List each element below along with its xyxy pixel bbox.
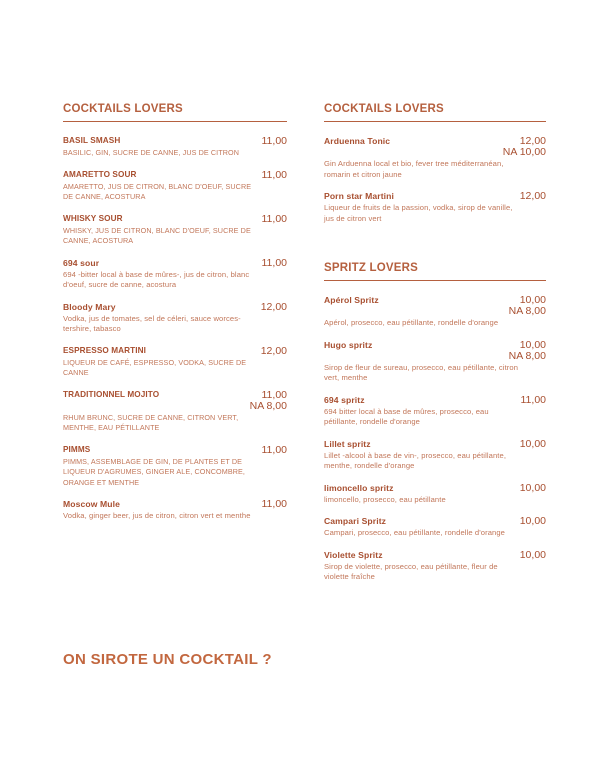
left-menu-column [63,100,287,533]
menu-item [63,258,287,291]
menu-item-price: NA 8,00 [508,305,546,317]
menu-item [324,516,546,539]
menu-item-header [63,302,287,313]
menu-item-name: 694 spritz [324,394,365,405]
section-title-cocktails-right: COCKTAILS LOVERS [324,103,444,115]
menu-item-description: limoncello, prosecco, eau pétillante [324,494,446,504]
menu-item-prices [262,136,288,147]
menu-item-description: Sirop de violette, prosecco, eau pétillante, fleur de violette fraîche [324,561,498,581]
menu-item-prices [521,395,547,406]
menu-item [63,136,287,159]
menu-item-price: 11,00 [261,212,287,225]
menu-item-name: PIMMS [63,444,91,454]
menu-item-header [63,136,287,147]
menu-item-header [324,136,546,158]
menu-item-description: Lillet -alcool à base de vin-, prosecco, eau pétillante, menthe, rondelle d'orange [324,450,507,470]
menu-item-description: RHUM BRUNC, SUCRE DE CANNE, CITRON VERT, MENTHE, EAU PÉTILLANTE [63,412,239,432]
menu-item-prices [509,295,546,317]
menu-item-header [63,499,287,510]
menu-item-price: 11,00 [261,135,287,147]
menu-item-description: AMARETTO, JUS DE CITRON, BLANC D'OEUF, SUCRE DE CANNE, ACOSTURA [63,181,252,201]
menu-item-prices [262,258,288,269]
menu-item [324,550,546,583]
menu-item-prices [509,340,546,362]
menu-item-header [324,295,546,317]
menu-item-prices [520,191,546,202]
menu-item-price: 12,00 [260,300,287,313]
menu-item-description: Sirop de fleur de sureau, prosecco, eau pétillante, citron vert, menthe [324,362,519,382]
menu-item-prices [520,550,546,561]
menu-item-prices [520,483,546,494]
menu-item-prices [261,302,287,313]
menu-item-price: 10,00 [519,548,546,561]
menu-item-description: Vodka, jus de tomates, sel de céleri, sauce worces-tershire, tabasco [63,313,241,333]
menu-item-description: Apérol, prosecco, eau pétillante, rondelle d'orange [324,318,499,327]
menu-item-name: TRADITIONNEL MOJITO [63,389,160,399]
menu-item-header [63,346,287,357]
menu-item-name: WHISKY SOUR [63,213,123,223]
menu-item-price: NA 8,00 [249,399,287,412]
menu-item-description: Vodka, ginger beer, jus de citron, citron vert et menthe [63,511,251,520]
menu-item-price: 12,00 [519,190,546,202]
menu-item-price: 11,00 [261,443,287,456]
menu-item-name: 694 sour [63,257,100,268]
menu-item [324,295,546,329]
menu-item-description: WHISKY, JUS DE CITRON, BLANC D'OEUF, SUCRE DE CANNE, ACOSTURA [63,225,251,245]
menu-item [63,302,287,335]
menu-item-price: 11,00 [520,393,546,406]
menu-item [63,499,287,522]
section-divider [324,280,546,281]
menu-item-name: Apérol Spritz [324,295,379,305]
menu-item-name: Arduenna Tonic [324,136,391,146]
menu-item-header [63,390,287,412]
menu-item-description: PIMMS, ASSEMBLAGE DE GIN, DE PLANTES ET DE LIQUEUR D'AGRUMES, GINGER ALE, CONCOMBRE, ORANGE ET MENTHE [63,456,245,487]
menu-item-description: 694 -bitter local à base de mûres-, jus de citron, blanc d'oeuf, sucre de canne, acostura [63,269,250,289]
menu-item-name: Hugo spritz [324,339,373,350]
menu-item-header [63,258,287,269]
menu-item-prices [262,445,288,456]
menu-item [324,439,546,472]
menu-item-header [63,170,287,181]
menu-item-price: 10,00 [519,338,546,351]
menu-item-prices [520,516,546,527]
menu-item-description: Liqueur de fruits de la passion, vodka, sirop de vanille, jus de citron vert [324,203,513,223]
menu-item-name: Violette Spritz [324,549,383,560]
menu-item [63,445,287,489]
menu-item-prices [261,346,287,357]
menu-item-prices [503,136,546,158]
menu-item-prices [262,499,288,510]
menu-item-header [324,395,546,406]
menu-item-prices [250,390,287,412]
menu-item-description: Campari, prosecco, eau pétillante, rondelle d'orange [324,528,505,537]
menu-item [63,346,287,379]
menu-item-header [324,516,546,527]
menu-item-price: 10,00 [519,294,546,306]
menu-item [324,395,546,428]
menu-item-prices [520,439,546,450]
menu-item-name: Bloody Mary [63,301,116,312]
menu-item-name: Lillet spritz [324,438,371,449]
menu-item-name: Moscow Mule [63,499,120,509]
menu-item [63,214,287,247]
menu-item-header [324,483,546,494]
menu-item-price: 12,00 [260,344,287,357]
menu-item-price: NA 8,00 [508,349,546,362]
menu-item-price: NA 10,00 [502,146,546,158]
menu-item [324,340,546,384]
menu-item-header [63,445,287,456]
menu-item [63,170,287,203]
menu-item-price: 10,00 [519,437,546,450]
menu-item-price: 10,00 [519,515,546,527]
menu-item-name: BASIL SMASH [63,136,121,145]
footer-title: ON SIROTE UN COCKTAIL ? [63,651,272,668]
cocktail-list-left [63,136,287,522]
menu-item [324,483,546,506]
menu-item-prices [262,170,288,181]
right-menu-column [324,100,546,594]
menu-item-header [324,191,546,202]
menu-item-name: Porn star Martini [324,191,394,201]
menu-item-name: ESPRESSO MARTINI [63,345,147,355]
menu-item [63,390,287,434]
menu-item-description: LIQUEUR DE CAFÉ, ESPRESSO, VODKA, SUCRE DE CANNE [63,357,247,377]
menu-item-header [324,550,546,561]
menu-item-description: BASILIC, GIN, SUCRE DE CANNE, JUS DE CITRON [63,148,240,157]
menu-item-price: 10,00 [519,481,546,494]
section-title-cocktails-left: COCKTAILS LOVERS [63,103,183,115]
section-divider [63,121,287,122]
menu-item-name: Campari Spritz [324,516,387,526]
menu-item-price: 11,00 [261,256,287,269]
menu-item-price: 12,00 [519,135,546,147]
cocktail-list-right [324,136,546,224]
menu-item [324,136,546,180]
menu-item-header [63,214,287,225]
menu-item-description: Gin Arduenna local et bio, fever tree méditerranéan, romarin et citron jaune [324,159,504,179]
menu-item-price: 11,00 [261,388,287,401]
menu-item-header [324,340,546,362]
menu-item-price: 11,00 [261,498,287,510]
menu-item-name: limoncello spritz [324,482,394,493]
spritz-list [324,295,546,583]
section-title-spritz: SPRITZ LOVERS [324,262,418,274]
menu-item [324,191,546,224]
menu-item-description: 694 bitter local à base de mûres, prosecco, eau pétillante, rondelle d'orange [324,406,489,426]
menu-item-header [324,439,546,450]
menu-item-prices [262,214,288,225]
menu-item-name: AMARETTO SOUR [63,169,137,179]
section-divider [324,121,546,122]
menu-item-price: 11,00 [261,168,287,181]
